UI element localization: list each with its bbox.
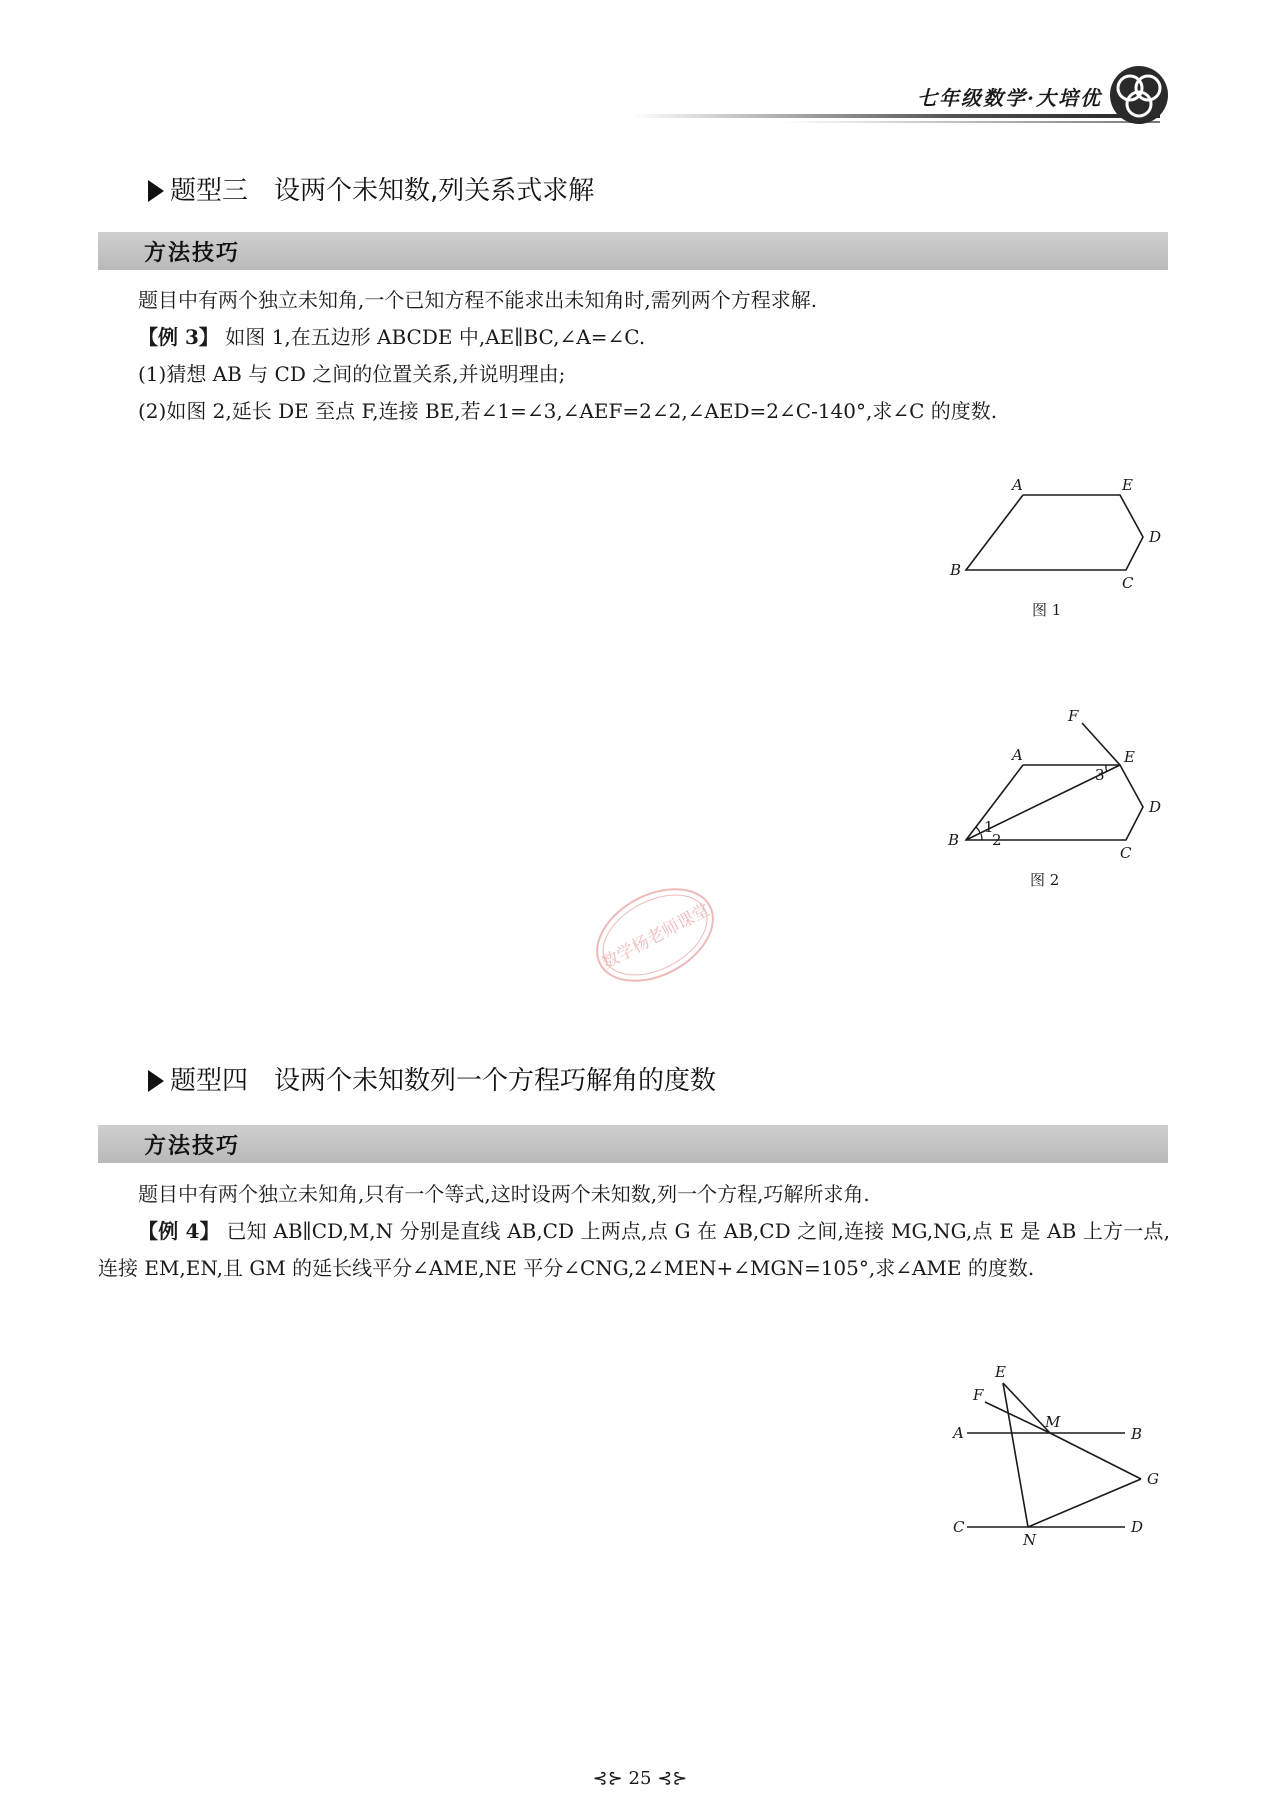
section4-method-heading: 方法技巧 (144, 1134, 241, 1159)
section3-title: 设两个未知数,列关系式求解 (274, 176, 595, 206)
section3-method-heading: 方法技巧 (144, 241, 241, 266)
section4-title: 设两个未知数列一个方程巧解角的度数 (274, 1066, 717, 1096)
section4-label: 题型四 (170, 1066, 249, 1096)
figure2-caption: 图 2 (1030, 871, 1060, 889)
section4-heading (148, 1060, 716, 1097)
section4-method-text: 题目中有两个独立未知角,只有一个等式,这时设两个未知数,列一个方程,巧解所求角. (138, 1182, 870, 1206)
figure3-label-D: D (1131, 1518, 1144, 1536)
figure3-segment-NG (1028, 1479, 1141, 1527)
section3-method-band (98, 232, 1168, 270)
figure2-angle-2-label: 2 (992, 831, 1002, 849)
figure1-label-E: E (1122, 476, 1133, 494)
figure3-label-M: M (1045, 1413, 1061, 1431)
section3-heading (148, 170, 594, 207)
figure3-parallel-lines (945, 1355, 1180, 1555)
figure2-label-D: D (1149, 798, 1162, 816)
figure1-caption: 图 1 (1032, 601, 1062, 619)
stamp-text: 数学杨老师课堂 (598, 900, 714, 974)
section4-method-band (98, 1125, 1168, 1163)
figure1-pentagon (940, 470, 1180, 630)
figure3-label-E: E (995, 1363, 1006, 1381)
page-number-deco-left: ⊰⊱ (592, 1768, 623, 1789)
figure2-label-B: B (948, 831, 960, 849)
section4-body (98, 1176, 1170, 1287)
header-rule (630, 114, 1160, 118)
figure2-label-E: E (1124, 748, 1135, 766)
figure2-label-F: F (1068, 707, 1079, 725)
figure3-label-F: F (973, 1386, 984, 1404)
figure3-segment-MG (1050, 1433, 1141, 1479)
example3-tag: 【例 3】 (138, 325, 219, 349)
figure2-pentagon (940, 705, 1180, 900)
figure2-angle-2-arc (981, 834, 982, 840)
example4-text: 已知 AB∥CD,M,N 分别是直线 AB,CD 上两点,点 G 在 AB,CD 之间,连接 MG,NG,点 E 是 AB 上方一点,连接 EM,EN,且 GM 的延长线平分∠AME,NE 平分∠CNG,2∠MEN+∠MGN=105°,求∠AME 的度数. (98, 1219, 1170, 1280)
figure1-label-D: D (1149, 528, 1162, 546)
example4-tag: 【例 4】 (138, 1219, 220, 1243)
example3-text: 如图 1,在五边形 ABCDE 中,AE∥BC,∠A=∠C. (225, 325, 646, 349)
watermark-stamp (580, 860, 730, 1010)
triangle-bullet-icon (148, 1070, 164, 1092)
figure2-segment-EF (1082, 723, 1120, 765)
figure1-label-C: C (1122, 574, 1134, 592)
figure2-angle-3-label: 3 (1095, 766, 1105, 784)
figure1-label-B: B (950, 561, 962, 579)
example3-q1: (1)猜想 AB 与 CD 之间的位置关系,并说明理由; (138, 362, 566, 386)
page-number (0, 1768, 1280, 1789)
figure3-label-C: C (953, 1518, 965, 1536)
page-number-deco-right: ⊰⊱ (657, 1768, 688, 1789)
section3-method-text: 题目中有两个独立未知角,一个已知方程不能求出未知角时,需列两个方程求解. (138, 288, 818, 312)
header-title: 七年级数学·大培优 (917, 86, 1102, 110)
figure1-label-A: A (1012, 476, 1023, 494)
figure2-angle-1-arc (976, 827, 980, 833)
figure3-label-B: B (1131, 1425, 1143, 1443)
section3-label: 题型三 (170, 176, 249, 206)
section3-body (98, 282, 1170, 430)
page-number-value: 25 (628, 1768, 652, 1789)
figure2-angle-3-arc (1106, 765, 1107, 772)
figure3-label-G: G (1147, 1470, 1159, 1488)
figure1-outline (966, 495, 1143, 570)
triangle-bullet-icon (148, 180, 164, 202)
figure3-label-N: N (1023, 1531, 1037, 1549)
example4-text-block (98, 1213, 1170, 1287)
header-rule-thin (780, 121, 1160, 123)
figure3-label-A: A (953, 1424, 964, 1442)
figure2-label-C: C (1120, 844, 1132, 862)
example3-q2: (2)如图 2,延长 DE 至点 F,连接 BE,若∠1=∠3,∠AEF=2∠2,∠AED=2∠C-140°,求∠C 的度数. (138, 399, 998, 423)
figure3-segment-FM (985, 1402, 1050, 1433)
header-logo-icon (1108, 64, 1170, 126)
figure2-label-A: A (1012, 746, 1023, 764)
figure2-angle-1-label: 1 (984, 818, 994, 836)
example3-line (98, 319, 1170, 356)
